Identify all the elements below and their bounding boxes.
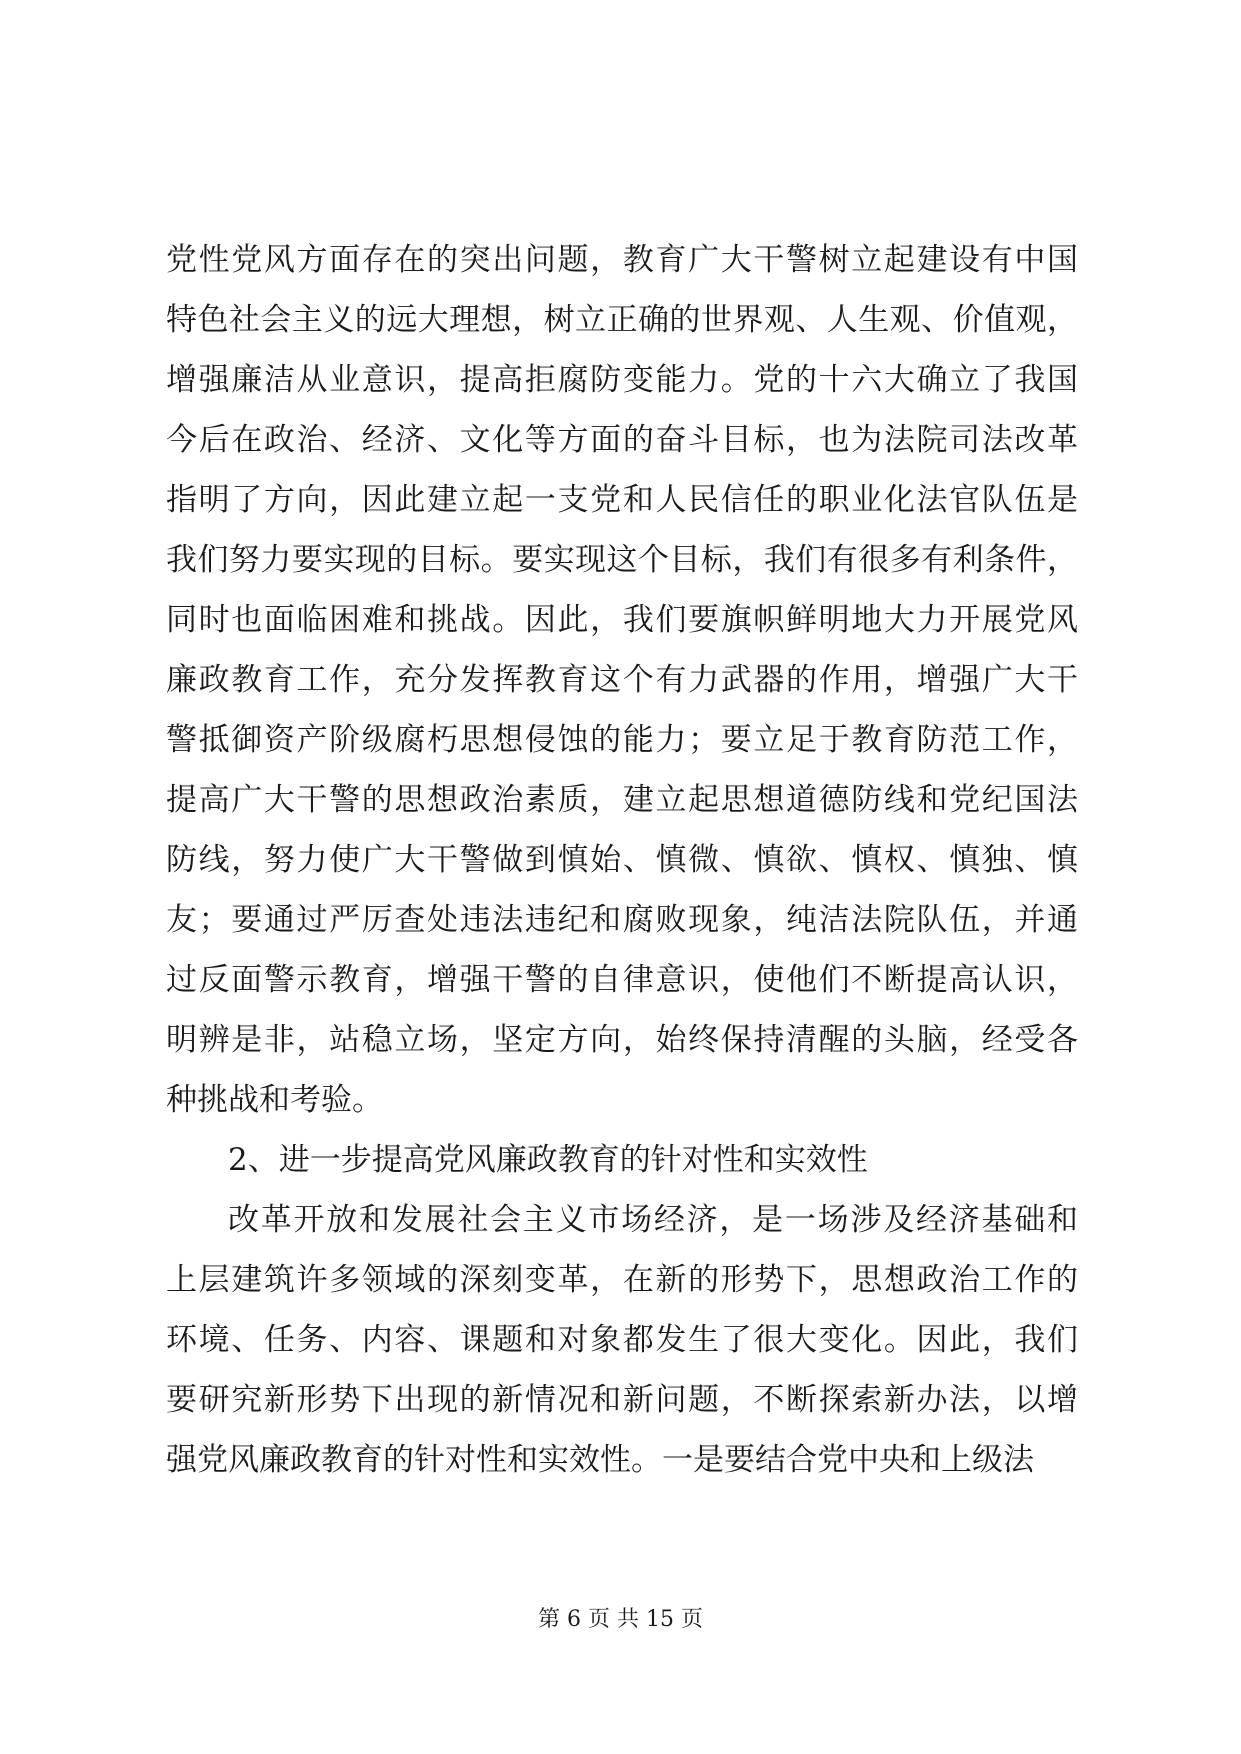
paragraph-continuation-line: 种挑战和考验。: [166, 1082, 383, 1118]
paragraph-continuation-line: 特色社会主义的远大理想，树立正确的世界观、人生观、价值观，: [166, 302, 1078, 338]
paragraph-continuation-line: 明辨是非，站稳立场，坚定方向，始终保持清醒的头脑，经受各: [166, 1022, 1078, 1058]
paragraph-reform-line: 上层建筑许多领域的深刻变革，在新的形势下，思想政治工作的: [166, 1262, 1078, 1298]
paragraph-continuation-line: 过反面警示教育，增强干警的自律意识，使他们不断提高认识，: [166, 962, 1078, 998]
paragraph-continuation-line: 增强廉洁从业意识，提高拒腐防变能力。党的十六大确立了我国: [166, 362, 1078, 398]
body-text: [166, 230, 1078, 1490]
paragraph-continuation-line: 今后在政治、经济、文化等方面的奋斗目标，也为法院司法改革: [166, 422, 1078, 458]
paragraph-continuation-line: 警抵御资产阶级腐朽思想侵蚀的能力；要立足于教育防范工作，: [166, 722, 1078, 758]
paragraph-reform-line: 要研究新形势下出现的新情况和新问题，不断探索新办法，以增: [166, 1382, 1078, 1418]
paragraph-continuation-line: 我们努力要实现的目标。要实现这个目标，我们有很多有利条件，: [166, 542, 1078, 578]
paragraph-continuation-line: 指明了方向，因此建立起一支党和人民信任的职业化法官队伍是: [166, 482, 1078, 518]
paragraph-continuation-line: 廉政教育工作，充分发挥教育这个有力武器的作用，增强广大干: [166, 662, 1078, 698]
paragraph-continuation-line: 党性党风方面存在的突出问题，教育广大干警树立起建设有中国: [166, 242, 1078, 278]
page-footer: 第 6 页 共 15 页: [538, 1607, 703, 1632]
paragraph-reform-line: 强党风廉政教育的针对性和实效性。一是要结合党中央和上级法: [166, 1442, 1034, 1478]
section-heading-2-line: 2、进一步提高党风廉政教育的针对性和实效性: [228, 1142, 868, 1178]
paragraph-reform-line: 改革开放和发展社会主义市场经济，是一场涉及经济基础和: [228, 1202, 1078, 1238]
paragraph-continuation-line: 同时也面临困难和挑战。因此，我们要旗帜鲜明地大力开展党风: [166, 602, 1078, 638]
paragraph-continuation-line: 防线，努力使广大干警做到慎始、慎微、慎欲、慎权、慎独、慎: [166, 842, 1078, 878]
paragraph-continuation-line: 友；要通过严厉查处违法违纪和腐败现象，纯洁法院队伍，并通: [166, 902, 1078, 938]
paragraph-reform-line: 环境、任务、内容、课题和对象都发生了很大变化。因此，我们: [166, 1322, 1078, 1358]
paragraph-continuation-line: 提高广大干警的思想政治素质，建立起思想道德防线和党纪国法: [166, 782, 1078, 818]
